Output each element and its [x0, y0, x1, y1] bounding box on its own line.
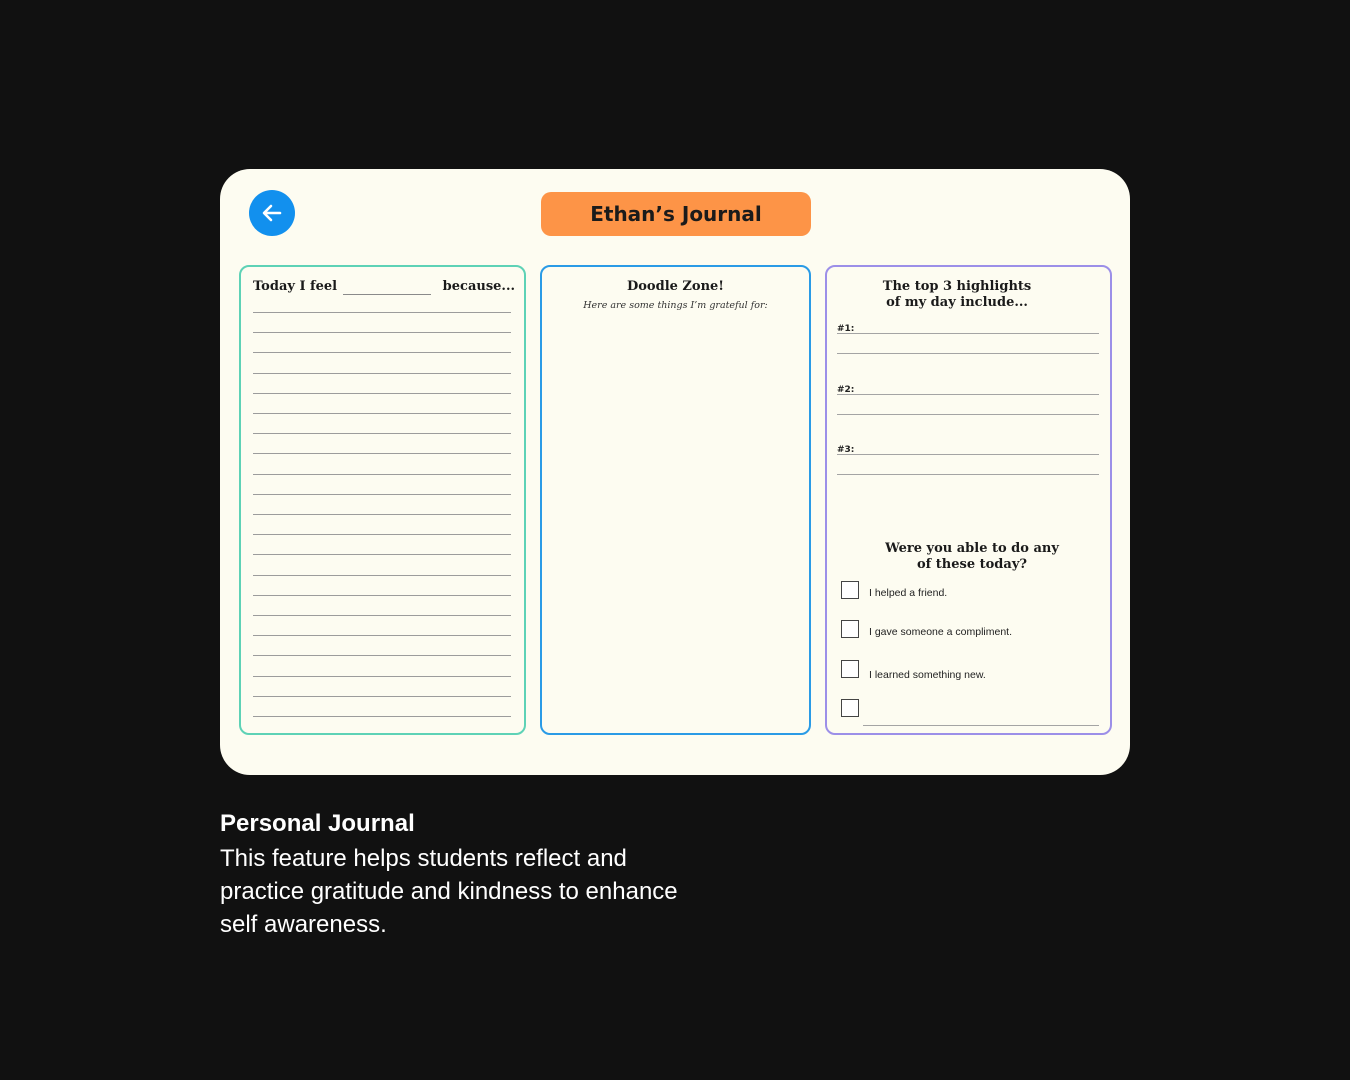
writing-line[interactable] [253, 332, 511, 333]
checkbox-label: I gave someone a compliment. [869, 626, 1012, 638]
writing-line[interactable] [253, 595, 511, 596]
writing-line[interactable] [253, 413, 511, 414]
feeling-blank-line[interactable] [343, 294, 431, 295]
highlights-title [857, 279, 1057, 311]
highlights-panel [825, 265, 1112, 735]
journal-card [220, 169, 1130, 775]
kindness-question-line1: Were you able to do any [885, 541, 1059, 556]
back-button[interactable] [249, 190, 295, 236]
highlights-title-line2: of my day include... [886, 295, 1028, 310]
highlight-input-line[interactable] [837, 454, 1099, 455]
highlight-input-line[interactable] [837, 414, 1099, 415]
highlight-label: #3: [837, 445, 855, 455]
writing-line[interactable] [253, 575, 511, 576]
arrow-left-icon [259, 200, 285, 226]
highlight-input-line[interactable] [837, 353, 1099, 354]
kindness-question [857, 541, 1087, 573]
writing-line[interactable] [253, 312, 511, 313]
checkbox-label: I learned something new. [869, 669, 986, 681]
writing-line[interactable] [253, 635, 511, 636]
feature-title: Personal Journal [220, 810, 415, 837]
highlight-input-line[interactable] [837, 394, 1099, 395]
doodle-panel[interactable] [540, 265, 811, 735]
writing-line[interactable] [253, 554, 511, 555]
highlight-input-line[interactable] [837, 474, 1099, 475]
checkbox-custom[interactable] [841, 699, 859, 717]
feelings-prefix: Today I feel [253, 279, 338, 294]
writing-line[interactable] [253, 655, 511, 656]
highlights-title-line1: The top 3 highlights [882, 279, 1032, 294]
feelings-panel [239, 265, 526, 735]
checkbox-compliment[interactable] [841, 620, 859, 638]
feature-description: This feature helps students reflect and practice gratitude and kindness to enhance self awareness. [220, 845, 678, 938]
writing-line[interactable] [253, 514, 511, 515]
kindness-question-line2: of these today? [917, 557, 1027, 572]
checkbox-label: I helped a friend. [869, 587, 948, 599]
writing-line[interactable] [253, 393, 511, 394]
feelings-header [253, 279, 515, 297]
writing-line[interactable] [253, 474, 511, 475]
checkbox-helped-friend[interactable] [841, 581, 859, 599]
writing-line[interactable] [253, 716, 511, 717]
writing-line[interactable] [253, 615, 511, 616]
writing-line[interactable] [253, 453, 511, 454]
highlight-label: #1: [837, 324, 855, 334]
writing-line[interactable] [253, 534, 511, 535]
highlight-input-line[interactable] [837, 333, 1099, 334]
highlight-label: #2: [837, 385, 855, 395]
checkbox-learned-new[interactable] [841, 660, 859, 678]
feelings-suffix: because... [442, 279, 515, 294]
writing-line[interactable] [253, 352, 511, 353]
writing-line[interactable] [253, 494, 511, 495]
journal-title: Ethan’s Journal [541, 192, 811, 236]
doodle-title: Doodle Zone! [626, 279, 725, 294]
custom-item-input-line[interactable] [863, 725, 1099, 726]
doodle-subtitle: Here are some things I’m grateful for: [583, 300, 768, 311]
writing-line[interactable] [253, 696, 511, 697]
writing-line[interactable] [253, 676, 511, 677]
writing-line[interactable] [253, 433, 511, 434]
writing-line[interactable] [253, 373, 511, 374]
